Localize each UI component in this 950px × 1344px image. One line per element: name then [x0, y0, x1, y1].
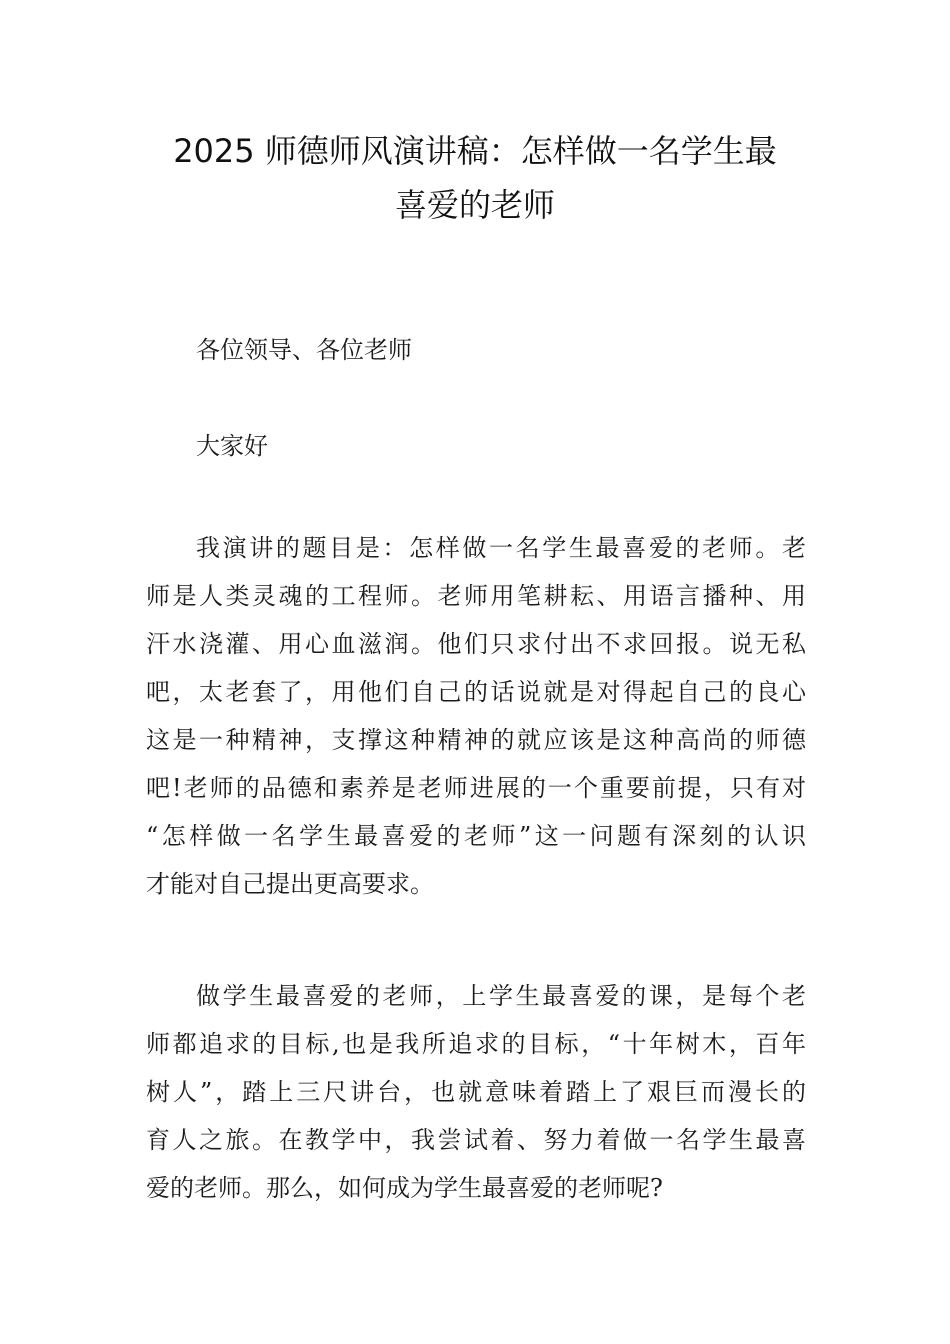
paragraph-2-line: 师都追求的目标,也是我所追求的目标，“十年树木，百年	[146, 1030, 806, 1058]
paragraph-1-line: 才能对自己提出更高要求。	[146, 870, 434, 898]
paragraph-1	[146, 524, 806, 908]
paragraph-1-line: 师是人类灵魂的工程师。老师用笔耕耘、用语言播种、用	[146, 582, 806, 610]
paragraph-1-line: 吧，太老套了，用他们自己的话说就是对得起自己的良心	[146, 678, 806, 706]
paragraph-1-line: 我演讲的题目是：怎样做一名学生最喜爱的老师。老	[196, 534, 806, 562]
paragraph-2-line: 树人”，踏上三尺讲台，也就意味着踏上了艰巨而漫长的	[146, 1078, 806, 1106]
paragraph-1-line: 这是一种精神，支撑这种精神的就应该是这种高尚的师德	[146, 726, 806, 754]
paragraph-1-line: 汗水浇灌、用心血滋润。他们只求付出不求回报。说无私	[146, 630, 806, 658]
salutation-text: 各位领导、各位老师	[196, 336, 412, 364]
paragraph-2-line: 育人之旅。在教学中，我尝试着、努力着做一名学生最喜	[146, 1126, 806, 1154]
paragraph-2-line: 做学生最喜爱的老师，上学生最喜爱的课，是每个老	[196, 982, 806, 1010]
greeting	[146, 422, 806, 470]
paragraph-1-line: “怎样做一名学生最喜爱的老师”这一问题有深刻的认识	[146, 822, 806, 850]
paragraph-1-line: 吧!老师的品德和素养是老师进展的一个重要前提，只有对	[146, 774, 806, 802]
greeting-text: 大家好	[196, 432, 268, 460]
title-line-1: 2025 师德师风演讲稿：怎样做一名学生最	[173, 132, 777, 170]
document-title	[100, 124, 850, 232]
paragraph-2-line: 爱的老师。那么，如何成为学生最喜爱的老师呢?	[146, 1174, 663, 1202]
salutation	[146, 326, 806, 374]
title-line-2: 喜爱的老师	[394, 186, 555, 224]
paragraph-2	[146, 972, 806, 1212]
